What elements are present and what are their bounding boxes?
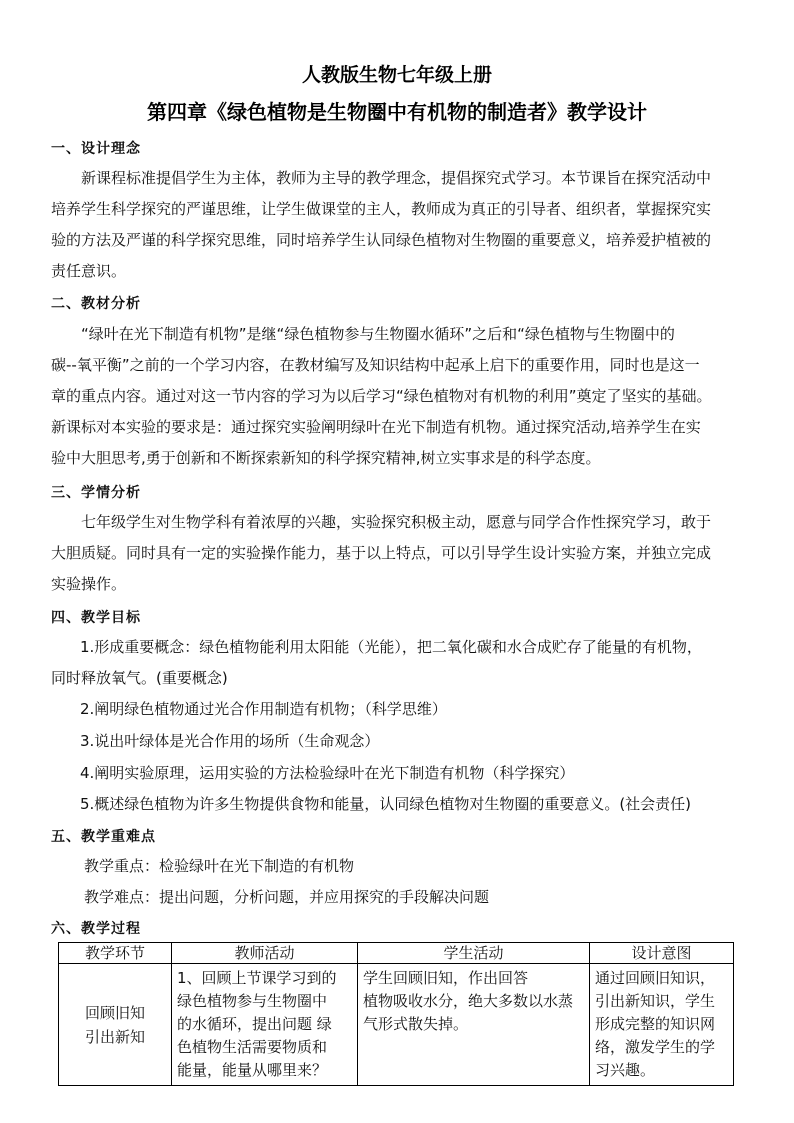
section-heading-textbook-analysis: 二、教材分析 — [51, 296, 141, 312]
cell-design-intent — [590, 964, 734, 1086]
cell-line: 气形式散失掉。 — [363, 1015, 469, 1033]
goal-5: 5.概述绿色植物为许多生物提供食物和能量，认同绿色植物对生物圈的重要意义。(社会责任) — [80, 795, 692, 813]
cell-line: 绿色植物参与生物圈中 — [177, 992, 328, 1010]
cell-line: 1、回顾上节课学习到的 — [177, 969, 337, 987]
paragraph-line: 碳--氧平衡”之前的一个学习内容，在教材编写及知识结构中起承上启下的重要作用，同时也是这一 — [51, 356, 700, 374]
cell-line: 学生回顾旧知，作出回答 — [363, 969, 529, 987]
cell-line: 通过回顾旧知识， — [595, 969, 716, 987]
table-header-row — [59, 943, 734, 964]
cell-student-activity — [358, 964, 590, 1086]
section-heading-teaching-goals: 四、教学目标 — [51, 610, 141, 626]
paragraph-line: 培养学生科学探究的严谨思维，让学生做课堂的主人，教师成为真正的引导者、组织者，掌握探究实 — [51, 200, 712, 218]
table-row — [59, 964, 734, 1086]
teaching-process-table — [58, 942, 734, 1086]
cell-line: 植物吸收水分，绝大多数以水蒸 — [363, 992, 574, 1010]
goal-1-line-1: 1.形成重要概念：绿色植物能利用太阳能（光能），把二氧化碳和水合成贮存了能量的有机物， — [80, 638, 702, 656]
document-title: 人教版生物七年级上册 — [301, 64, 492, 86]
document-subtitle: 第四章《绿色植物是生物圈中有机物的制造者》教学设计 — [147, 100, 647, 124]
column-header-stage: 教学环节 — [59, 943, 172, 964]
paragraph-line: 七年级学生对生物学科有着浓厚的兴趣，实验探究积极主动，愿意与同学合作性探究学习，敢于 — [81, 513, 712, 531]
cell-line: 络，激发学生的学 — [595, 1038, 716, 1056]
paragraph-line: 章的重点内容。通过对这一节内容的学习为以后学习“绿色植物对有机物的利用”奠定了坚实的基础。 — [51, 387, 712, 405]
paragraph-line: 实验操作。 — [51, 575, 127, 593]
cell-line: 引出新知 — [84, 1027, 145, 1046]
cell-teacher-activity — [172, 964, 358, 1086]
cell-line: 能量，能量从哪里来？ — [177, 1061, 328, 1079]
teaching-difficult-point: 教学难点：提出问题，分析问题，并应用探究的手段解决问题 — [84, 888, 490, 906]
goal-1-line-2: 同时释放氧气。(重要概念) — [51, 669, 228, 687]
paragraph-line: 大胆质疑。同时具有一定的实验操作能力，基于以上特点，可以引导学生设计实验方案，并独立完成 — [51, 544, 712, 562]
column-header-design-intent: 设计意图 — [590, 943, 734, 964]
goal-2: 2.阐明绿色植物通过光合作用制造有机物；（科学思维） — [80, 700, 447, 718]
paragraph-line: “绿叶在光下制造有机物”是继“绿色植物参与生物圈水循环”之后和“绿色植物与生物圈中的 — [81, 325, 675, 343]
cell-line: 的水循环，提出问题 绿 — [177, 1015, 332, 1033]
section-heading-teaching-process: 六、教学过程 — [51, 921, 141, 937]
cell-line: 引出新知识，学生 — [595, 992, 716, 1010]
cell-line: 习兴趣。 — [595, 1061, 656, 1079]
cell-stage — [59, 964, 172, 1086]
column-header-teacher-activity: 教师活动 — [172, 943, 358, 964]
section-body-design-concept — [51, 163, 751, 287]
cell-line: 回顾旧知 — [84, 1003, 145, 1022]
column-header-student-activity: 学生活动 — [358, 943, 590, 964]
section-body-learner-analysis — [51, 507, 751, 600]
paragraph-line: 新课程标准提倡学生为主体，教师为主导的教学理念，提倡探究式学习。本节课旨在探究活动中 — [81, 169, 712, 187]
paragraph-line: 验中大胆思考,勇于创新和不断探索新知的科学探究精神,树立实事求是的科学态度。 — [51, 449, 601, 467]
cell-line: 色植物生活需要物质和 — [177, 1038, 328, 1056]
section-heading-key-difficult: 五、教学重难点 — [51, 829, 156, 845]
cell-line: 形成完整的知识网 — [595, 1015, 716, 1033]
section-body-textbook-analysis — [51, 319, 751, 474]
goal-4: 4.阐明实验原理，运用实验的方法检验绿叶在光下制造有机物（科学探究） — [80, 764, 575, 782]
paragraph-line: 责任意识。 — [51, 262, 127, 280]
paragraph-line: 验的方法及严谨的科学探究思维，同时培养学生认同绿色植物对生物圈的重要意义，培养爱护植被的 — [51, 231, 712, 249]
section-heading-learner-analysis: 三、学情分析 — [51, 485, 141, 501]
paragraph-line: 新课标对本实验的要求是：通过探究实验阐明绿叶在光下制造有机物。通过探究活动,培养学生在实 — [51, 418, 701, 436]
section-heading-design-concept: 一、设计理念 — [51, 141, 141, 157]
teaching-key-point: 教学重点：检验绿叶在光下制造的有机物 — [84, 857, 355, 875]
goal-3: 3.说出叶绿体是光合作用的场所（生命观念） — [80, 732, 380, 750]
